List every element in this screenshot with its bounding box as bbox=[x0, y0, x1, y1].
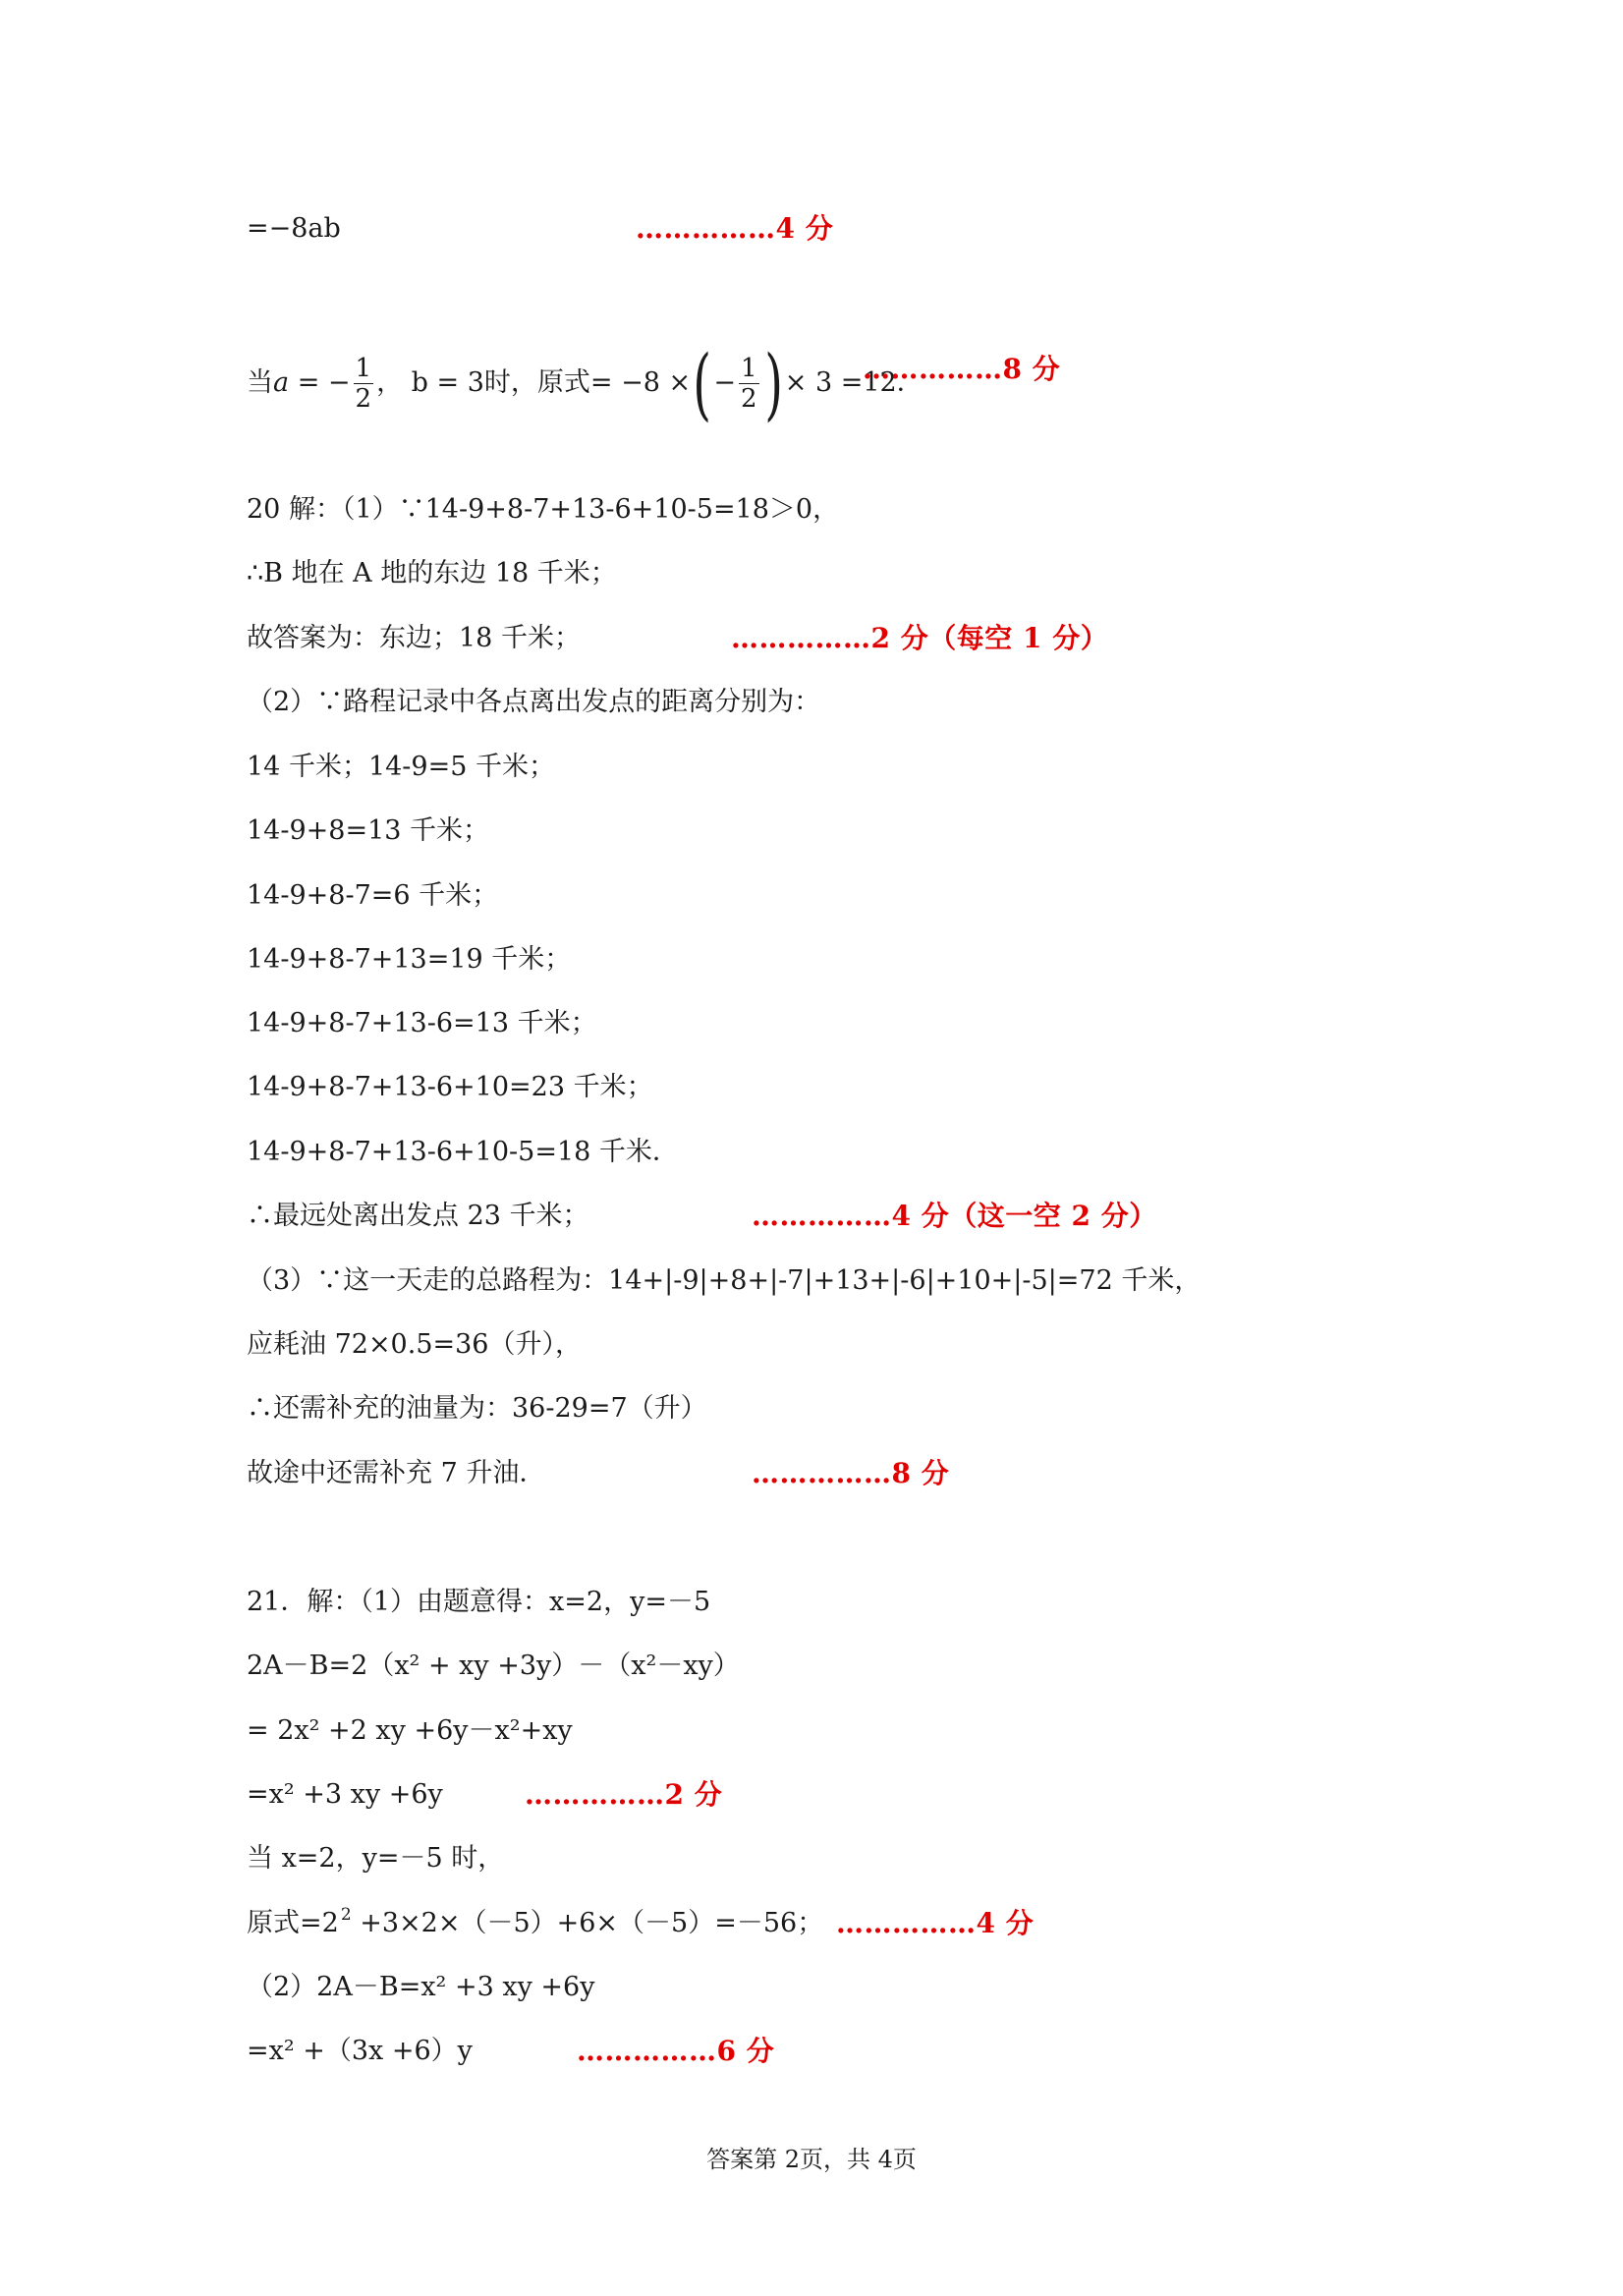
q20-line-13: （3）∵这一天走的总路程为：14+|-9|+8+|-7|+13+|-6|+10+|-5|=72 千米， bbox=[247, 1265, 1202, 1296]
q21-score-2: ……………2 分 bbox=[525, 1778, 723, 1811]
q21-line-3: = 2x² +2 xy +6y－x²+xy bbox=[247, 1715, 573, 1746]
q21-line-7: （2）2A－B=x² +3 xy +6y bbox=[247, 1972, 595, 2002]
q20-line-9: 14-9+8-7+13-6=13 千米； bbox=[247, 1008, 597, 1038]
fraction-denominator-2: 2 bbox=[740, 384, 757, 414]
q19-score-4: ……………4 分 bbox=[636, 212, 834, 245]
fraction-numerator: 1 bbox=[355, 354, 372, 383]
q19-eq-minus: = − bbox=[289, 367, 351, 398]
exponent: 2 bbox=[340, 1905, 352, 1925]
q19-var-a: a bbox=[273, 367, 290, 398]
q20-line-15: ∴还需补充的油量为：36-29=7（升） bbox=[247, 1393, 707, 1424]
q20-line-4: （2）∵路程记录中各点离出发点的距离分别为： bbox=[247, 687, 821, 717]
q20-line-7: 14-9+8-7=6 千米； bbox=[247, 880, 499, 911]
q21-line-2: 2A－B=2（x² + xy +3y）－（x²－xy） bbox=[247, 1651, 740, 1681]
q21-score-6: ……………6 分 bbox=[577, 2035, 775, 2067]
q20-line-3: 故答案为：东边；18 千米； bbox=[247, 623, 581, 653]
q20-line-16: 故途中还需补充 7 升油． bbox=[247, 1458, 546, 1488]
q20-score-4: ……………4 分（这一空 2 分） bbox=[752, 1200, 1157, 1232]
q19-tail: × 3 =12． bbox=[784, 367, 923, 398]
q19-when-label: 当 bbox=[247, 367, 273, 398]
q21-line-6-start: 原式=2 bbox=[247, 1908, 339, 1938]
q20-line-6: 14-9+8=13 千米； bbox=[247, 815, 490, 846]
q21-line-5: 当 x=2，y=－5 时， bbox=[247, 1843, 505, 1874]
q20-line-10: 14-9+8-7+13-6+10=23 千米； bbox=[247, 1072, 653, 1102]
q19-result-line: =−8ab bbox=[247, 213, 341, 244]
q19-score-8: ……………8 分 bbox=[863, 353, 1061, 385]
q19-substitution-line bbox=[247, 337, 923, 429]
q20-line-14: 应耗油 72×0.5=36（升）， bbox=[247, 1329, 582, 1360]
q20-line-11: 14-9+8-7+13-6+10-5=18 千米． bbox=[247, 1137, 679, 1167]
right-paren-glyph: ) bbox=[763, 337, 783, 429]
q19-fraction-2 bbox=[739, 354, 759, 414]
q21-line-4: =x² +3 xy +6y bbox=[247, 1779, 443, 1810]
q20-score-8: ……………8 分 bbox=[752, 1457, 950, 1489]
fraction-denominator: 2 bbox=[355, 384, 372, 414]
q21-line-6-end: +3×2×（－5）+6×（－5）=－56； bbox=[351, 1908, 824, 1938]
q20-line-2: ∴B 地在 A 地的东边 18 千米； bbox=[247, 558, 617, 588]
left-paren-glyph: ( bbox=[693, 337, 712, 429]
q19-inner-minus: − bbox=[713, 367, 736, 398]
q19-fraction bbox=[354, 354, 374, 414]
q21-line-6 bbox=[247, 1904, 823, 1943]
q20-line-1: 20 解：（1）∵14-9+8-7+13-6+10-5=18＞0， bbox=[247, 494, 840, 525]
q21-line-8: =x² +（3x +6）y bbox=[247, 2036, 473, 2066]
q20-line-5: 14 千米；14-9=5 千米； bbox=[247, 752, 555, 782]
q21-score-4: ……………4 分 bbox=[836, 1907, 1035, 1939]
fraction-numerator-2: 1 bbox=[740, 354, 757, 383]
page-footer: 答案第 2页，共 4页 bbox=[706, 2146, 917, 2173]
q21-line-1: 21．解：（1）由题意得：x=2，y=－5 bbox=[247, 1587, 711, 1617]
q19-mid-text: ， b = 3时，原式= −8 × bbox=[376, 367, 692, 398]
q20-line-8: 14-9+8-7+13=19 千米； bbox=[247, 944, 572, 975]
q20-score-2: ……………2 分（每空 1 分） bbox=[731, 622, 1109, 654]
q20-line-12: ∴最远处离出发点 23 千米； bbox=[247, 1201, 589, 1231]
